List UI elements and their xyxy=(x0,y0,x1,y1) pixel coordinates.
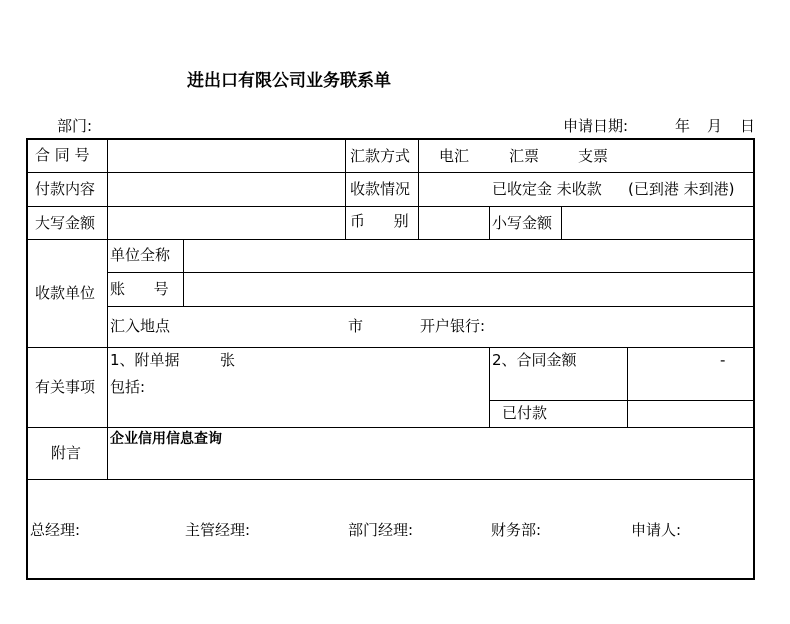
dept-manager-sign: 部门经理: xyxy=(348,521,414,539)
col-divider xyxy=(627,347,628,428)
contract-no-label: 合 同 号 xyxy=(35,146,90,164)
row-divider xyxy=(27,347,754,348)
row-divider xyxy=(27,427,754,428)
month-label: 月 xyxy=(707,117,723,135)
full-name-label: 单位全称 xyxy=(110,246,171,264)
col-divider xyxy=(418,139,419,240)
postscript-label: 附言 xyxy=(51,444,82,462)
deposit-status: 已收定金 未收款 xyxy=(492,180,602,198)
contract-amount-label: 2、合同金额 xyxy=(492,351,577,369)
method-telegraphic: 电汇 xyxy=(439,147,470,165)
payee-section-label: 收款单位 xyxy=(35,284,96,302)
payment-content-label: 付款内容 xyxy=(35,180,96,198)
col-divider xyxy=(561,206,562,240)
general-manager-sign: 总经理: xyxy=(30,521,81,539)
includes-label: 包括: xyxy=(110,378,146,396)
sheets-label: 张 xyxy=(220,351,236,369)
apply-date-label: 申请日期: xyxy=(563,117,629,135)
supervisor-sign: 主管经理: xyxy=(185,521,251,539)
paid-label: 已付款 xyxy=(502,404,548,422)
row-divider xyxy=(27,479,754,480)
attached-docs-label: 1、附单据 xyxy=(110,351,180,369)
applicant-sign: 申请人: xyxy=(631,521,682,539)
account-label: 账 号 xyxy=(110,280,169,298)
city-label: 市 xyxy=(348,317,364,335)
method-cheque: 支票 xyxy=(578,147,609,165)
bank-label: 开户银行: xyxy=(420,317,486,335)
year-label: 年 xyxy=(675,117,691,135)
col-divider xyxy=(183,239,184,307)
page-title: 进出口有限公司业务联系单 xyxy=(187,71,391,91)
department-label: 部门: xyxy=(57,117,93,135)
method-draft: 汇票 xyxy=(509,147,540,165)
postscript-content: 企业信用信息查询 xyxy=(110,431,222,447)
row-divider xyxy=(27,239,754,240)
day-label: 日 xyxy=(740,117,756,135)
remit-method-label: 汇款方式 xyxy=(350,147,411,165)
row-divider xyxy=(27,172,754,173)
remit-place-label: 汇入地点 xyxy=(110,317,171,335)
col-divider xyxy=(107,139,108,480)
row-divider xyxy=(27,206,754,207)
col-divider xyxy=(489,347,490,428)
row-divider xyxy=(107,306,754,307)
amount-lower-label: 小写金额 xyxy=(492,214,553,232)
amount-upper-label: 大写金额 xyxy=(35,214,96,232)
col-divider xyxy=(489,206,490,240)
contract-amount-value: - xyxy=(720,351,726,369)
currency-label: 币 别 xyxy=(350,212,409,230)
col-divider xyxy=(345,139,346,240)
collection-status-label: 收款情况 xyxy=(350,180,411,198)
related-section-label: 有关事项 xyxy=(35,378,96,396)
row-divider xyxy=(489,400,754,401)
row-divider xyxy=(107,272,754,273)
port-status: (已到港 未到港) xyxy=(628,180,735,198)
finance-sign: 财务部: xyxy=(491,521,542,539)
